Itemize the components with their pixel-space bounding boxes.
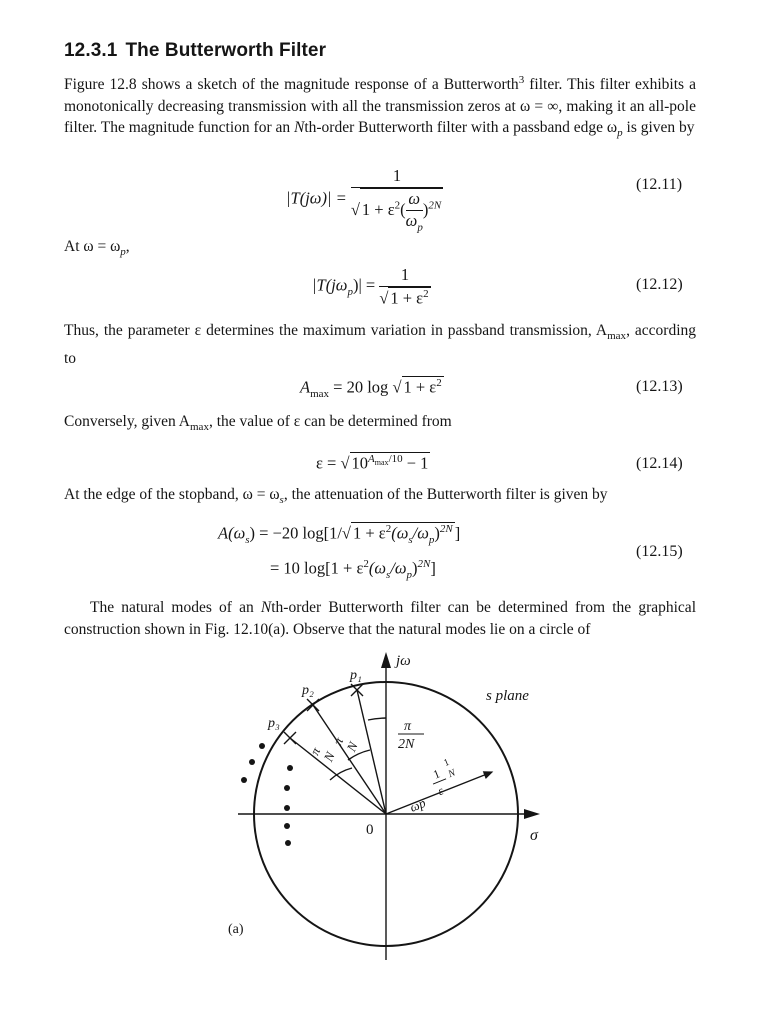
angle-label-N2: N (320, 749, 338, 764)
section-number: 12.3.1 (64, 40, 118, 61)
eq-text: ] (454, 523, 461, 543)
eq-lhs: A(ω (218, 523, 246, 543)
eq-text: ω (405, 211, 418, 230)
text-run: , the attenuation of the Butterworth filter is given by (283, 486, 608, 503)
pole-dot (284, 785, 290, 791)
footnote-marker: 3 (518, 74, 525, 86)
eq-sup: 2 (394, 199, 401, 212)
eq-text: 1 + ε (361, 199, 395, 219)
pole-label-p3: p₃ (268, 716, 280, 731)
equation-number: (12.11) (636, 176, 683, 193)
angle-label-N1: N (343, 739, 361, 754)
sigma-label: σ (530, 827, 538, 844)
eq-text: 1 + ε (390, 288, 424, 308)
text-run: Conversely, given A (64, 413, 190, 430)
eq-denominator: √ $1 + \varepsilon^2$ (379, 288, 429, 308)
s-plane-label: s plane (486, 688, 529, 704)
eq-text: ω (406, 189, 423, 211)
eq-text: 1 + ε (352, 523, 386, 543)
math-subscript: max (190, 421, 209, 434)
text-run: , (125, 238, 130, 255)
pole-p2-marker (307, 699, 319, 711)
eq-sub: s (386, 568, 391, 581)
math-subscript: s (279, 494, 284, 507)
text-run: , the value of ε can be determined from (208, 413, 452, 430)
eq-text: (ω (391, 523, 409, 543)
eq-sup: 2 (436, 377, 442, 389)
eq-text: ] (430, 558, 436, 578)
section-title: The Butterworth Filter (125, 40, 327, 61)
math-symbol: N (294, 119, 305, 137)
pole-dot (249, 759, 255, 765)
eq-sup: A (368, 453, 375, 465)
figure-caption: (a) (228, 922, 244, 937)
pole-label-p2: p₂ (302, 683, 314, 698)
text-run: th-order Butterworth filter can be determined from the graphical construction shown in Fig. 12.10(a). Observe that the natural modes lie on a circle of (64, 599, 696, 638)
equation-12-14: ε = √ $10^{A_{max}/10} - 1$ (316, 453, 429, 473)
pole-dot (259, 743, 265, 749)
eq-sup: /10 (388, 453, 403, 465)
eq-sub: p (417, 221, 423, 234)
eq-text: (ω (368, 558, 387, 578)
equation-12-15-line1: $A(\omega_s) = -20$ log[1/√ $1 + \varepsilon^2(\omega_s/\omega_p)^{2N}$ ] (218, 523, 461, 546)
radius-frac-den: ε (435, 783, 446, 799)
eq-text: = −20 log[1/ (259, 523, 342, 543)
text-run: At the edge of the stopband, ω = ω (64, 486, 280, 503)
eq-sub: p (347, 285, 353, 298)
eq-sup: 2 (385, 523, 392, 535)
math-symbol: N (260, 599, 272, 616)
eq-sup: 2 (423, 288, 429, 300)
eq-sub: s (245, 533, 250, 546)
pole-dot (285, 840, 291, 846)
eq-text: = 20 log (333, 377, 389, 397)
eq-lhs: |T(jω)| = (286, 188, 347, 208)
equation-number: (12.12) (636, 276, 683, 293)
eq-text: = 10 log[1 + ε (270, 558, 364, 578)
equation-number: (12.15) (636, 543, 683, 560)
eq-sub: max (374, 458, 389, 468)
pole-p3-marker (284, 732, 296, 744)
eq-sup: 2 (363, 558, 369, 570)
eq-text: − 1 (402, 453, 429, 473)
pole-label-p1: p₁ (350, 668, 362, 683)
math-subscript: p (120, 246, 126, 259)
eq-sup: 2N (428, 199, 442, 212)
eq-sub: p (406, 568, 413, 581)
text-run: Thus, the parameter ε determines the maximum variation in passband transmission, A (64, 322, 608, 339)
eq-lhs: ε = (316, 453, 337, 473)
angle-label-2N: 2N (398, 737, 415, 752)
radius-frac-num: 1 (431, 766, 442, 782)
text-run: Figure 12.8 shows a sketch of the magnitude response of a Butterworth (64, 76, 519, 94)
eq-text: 10 (351, 453, 369, 473)
jw-axis-arrow (381, 652, 391, 668)
eq-text: ) (412, 558, 418, 578)
eq-sub: p (428, 533, 435, 546)
math-subscript: max (607, 330, 627, 343)
pole-dot (284, 823, 290, 829)
angle-arc-2N (368, 718, 386, 720)
eq-sup: 2N (439, 523, 453, 535)
angle-label-pi-N1: π (329, 735, 347, 748)
text-run: th-order Butterworth filter with a passband edge ω (304, 119, 618, 137)
eq-denominator: √ $1 + \varepsilon^2$( $\frac{\omega}{\omega_p}$ )$^{2N}$ (350, 189, 442, 234)
eq-sub: max (310, 387, 330, 400)
eq-numerator: 1 (379, 265, 430, 287)
text-run: , according to (64, 322, 696, 367)
text-run: is given by (622, 119, 695, 137)
eq-sup: 2N (417, 558, 431, 570)
text-run: The natural modes of an (90, 599, 261, 616)
eq-lhs: A (300, 377, 311, 397)
pole-dot (284, 805, 290, 811)
eq-text: /ω (412, 523, 429, 543)
angle-label-pi: π (404, 719, 412, 734)
math-subscript: p (617, 127, 623, 140)
eq-text: ) (434, 523, 440, 543)
jw-label: jω (396, 653, 411, 669)
eq-text: /ω (390, 558, 407, 578)
pole-dot (287, 765, 293, 771)
eq-lhs: ) (249, 523, 256, 543)
equation-number: (12.13) (636, 378, 683, 395)
radius-pow-num: 1 (442, 756, 452, 769)
radius-label-wp: ωp (407, 794, 428, 815)
radius-pow-den: N (446, 767, 458, 781)
text-run: filter. This filter exhibits a monotonically decreasing transmission with all the transmission zeros at ω = ∞, making it an all-pole filter. The magnitude function for an (64, 76, 696, 137)
eq-lhs: |T(jω (312, 275, 348, 295)
text-run: At ω = ω (64, 238, 121, 255)
eq-sub: s (408, 533, 413, 546)
pole-dot (241, 777, 247, 783)
eq-numerator: 1 (351, 166, 443, 188)
angle-label-pi-N2: π (306, 745, 324, 758)
eq-text: 1 + ε (403, 377, 437, 397)
equation-number: (12.14) (636, 455, 683, 472)
origin-label: 0 (366, 822, 374, 838)
sigma-axis-arrow (524, 809, 540, 819)
eq-lhs: )| = (352, 275, 376, 295)
equation-12-13: $A_{max} = 20$ log √ $1 + \varepsilon^2$ (300, 377, 442, 400)
